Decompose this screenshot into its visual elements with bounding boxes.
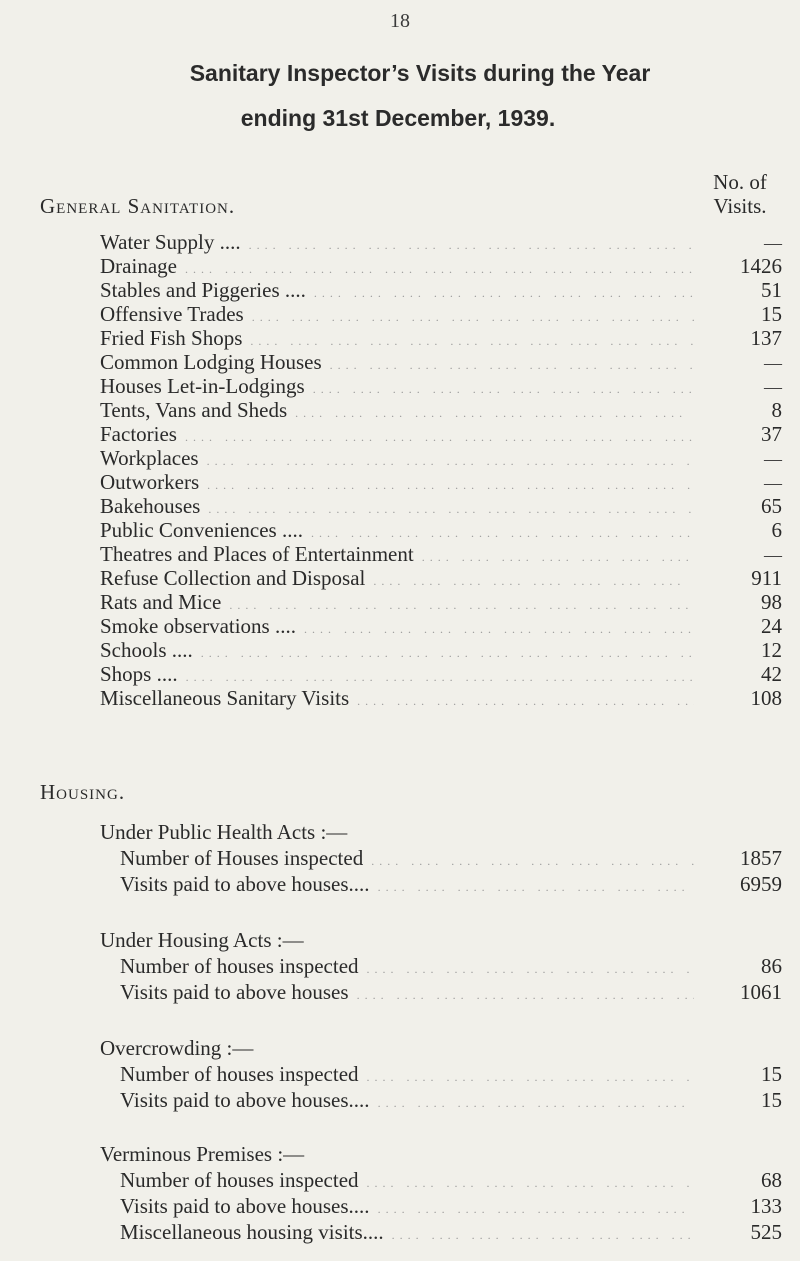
row-value: 1061 [740,980,782,1004]
section-heading-housing: Housing. [40,780,126,804]
leader-dots [357,988,694,1003]
table-row [100,638,792,662]
leader-dots [371,854,694,869]
table-row [100,662,792,686]
table-row [120,1062,792,1086]
table-row [100,686,792,710]
table-row [100,302,792,326]
table-row [100,518,792,542]
table-row [120,954,792,978]
row-label: Common Lodging Houses [100,350,322,374]
row-value: 37 [761,422,782,446]
leader-dots [367,1070,694,1085]
table-row [100,566,792,590]
table-row [100,470,792,494]
column-header-line-1: No. of [713,170,767,194]
row-label: Schools .... [100,638,193,662]
row-value: 15 [761,1088,782,1112]
leader-dots [313,382,694,397]
leader-dots [373,574,694,589]
row-value: 68 [761,1168,782,1192]
leader-dots [330,358,694,373]
leader-dots [357,694,694,709]
row-value: 24 [761,614,782,638]
row-label: Offensive Trades [100,302,244,326]
row-value: 137 [750,326,782,350]
leader-dots [208,502,694,517]
leader-dots [367,962,694,977]
leader-dots [378,1202,694,1217]
row-value: — [764,473,782,493]
leader-dots [201,646,694,661]
table-row [100,230,792,254]
table-row [100,422,792,446]
row-label: Number of houses inspected [120,1168,359,1192]
leader-dots [249,238,694,253]
table-row [100,278,792,302]
leader-dots [392,1228,694,1243]
row-label: Water Supply .... [100,230,241,254]
table-row [120,872,792,896]
row-value: 133 [750,1194,782,1218]
row-value: — [764,377,782,397]
leader-dots [229,598,694,613]
row-label: Number of Houses inspected [120,846,364,870]
table-row [120,1220,792,1244]
row-value: 98 [761,590,782,614]
row-value: 12 [761,638,782,662]
row-label: Refuse Collection and Disposal [100,566,366,590]
leader-dots [378,1096,694,1111]
row-value: 1857 [740,846,782,870]
table-row [100,398,792,422]
table-row [120,1088,792,1112]
row-label: Visits paid to above houses.... [120,1088,370,1112]
row-label: Number of houses inspected [120,954,359,978]
row-value: 525 [750,1220,782,1244]
column-header-line-2: Visits. [713,194,767,218]
row-value: 1426 [740,254,782,278]
table-row [100,350,792,374]
leader-dots [186,670,694,685]
row-value: 15 [761,302,782,326]
table-row [100,254,792,278]
row-label: Factories [100,422,177,446]
row-value: 65 [761,494,782,518]
table-row [100,614,792,638]
row-value: — [764,449,782,469]
row-label: Smoke observations .... [100,614,296,638]
leader-dots [367,1176,694,1191]
row-label: Houses Let-in-Lodgings [100,374,305,398]
leader-dots [378,880,694,895]
leader-dots [185,430,694,445]
subheading: Overcrowding :— [100,1036,254,1060]
row-label: Shops .... [100,662,178,686]
row-value: — [764,233,782,253]
row-value: 911 [751,566,782,590]
leader-dots [311,526,694,541]
row-label: Stables and Piggeries .... [100,278,306,302]
table-row [100,446,792,470]
page-number: 18 [390,10,410,32]
table-row [120,1194,792,1218]
row-label: Visits paid to above houses.... [120,872,370,896]
row-label: Number of houses inspected [120,1062,359,1086]
leader-dots [304,622,694,637]
row-label: Visits paid to above houses [120,980,349,1004]
row-value: 6959 [740,872,782,896]
subheading: Under Public Health Acts :— [100,820,348,844]
row-label: Visits paid to above houses.... [120,1194,370,1218]
row-label: Rats and Mice [100,590,222,614]
row-label: Bakehouses [100,494,201,518]
table-row [100,326,792,350]
leader-dots [185,262,694,277]
subheading: Under Housing Acts :— [100,928,304,952]
row-value: 51 [761,278,782,302]
page-title-line-2: ending 31st December, 1939. [240,105,556,131]
leader-dots [250,334,694,349]
table-row [120,846,792,870]
row-label: Public Conveniences .... [100,518,303,542]
leader-dots [252,310,694,325]
section-heading-general-sanitation: General Sanitation. [40,194,236,218]
table-row [120,980,792,1004]
row-label: Drainage [100,254,177,278]
row-label: Tents, Vans and Sheds [100,398,288,422]
row-label: Outworkers [100,470,200,494]
row-label: Fried Fish Shops [100,326,243,350]
row-value: 86 [761,954,782,978]
table-row [100,590,792,614]
row-value: 108 [750,686,782,710]
subheading: Verminous Premises :— [100,1142,305,1166]
row-label: Miscellaneous Sanitary Visits [100,686,350,710]
table-row [100,542,792,566]
leader-dots [207,454,694,469]
leader-dots [422,550,694,565]
row-value: 15 [761,1062,782,1086]
row-value: — [764,545,782,565]
row-value: 8 [771,398,782,422]
table-row [120,1168,792,1192]
row-value: 6 [771,518,782,542]
row-label: Theatres and Places of Entertainment [100,542,414,566]
table-row [100,494,792,518]
row-label: Workplaces [100,446,199,470]
leader-dots [295,406,694,421]
row-value: — [764,353,782,373]
table-row [100,374,792,398]
row-value: 42 [761,662,782,686]
page-title-line-1: Sanitary Inspector’s Visits during the Year [189,60,651,86]
row-label: Miscellaneous housing visits.... [120,1220,384,1244]
leader-dots [207,478,694,493]
leader-dots [314,286,694,301]
